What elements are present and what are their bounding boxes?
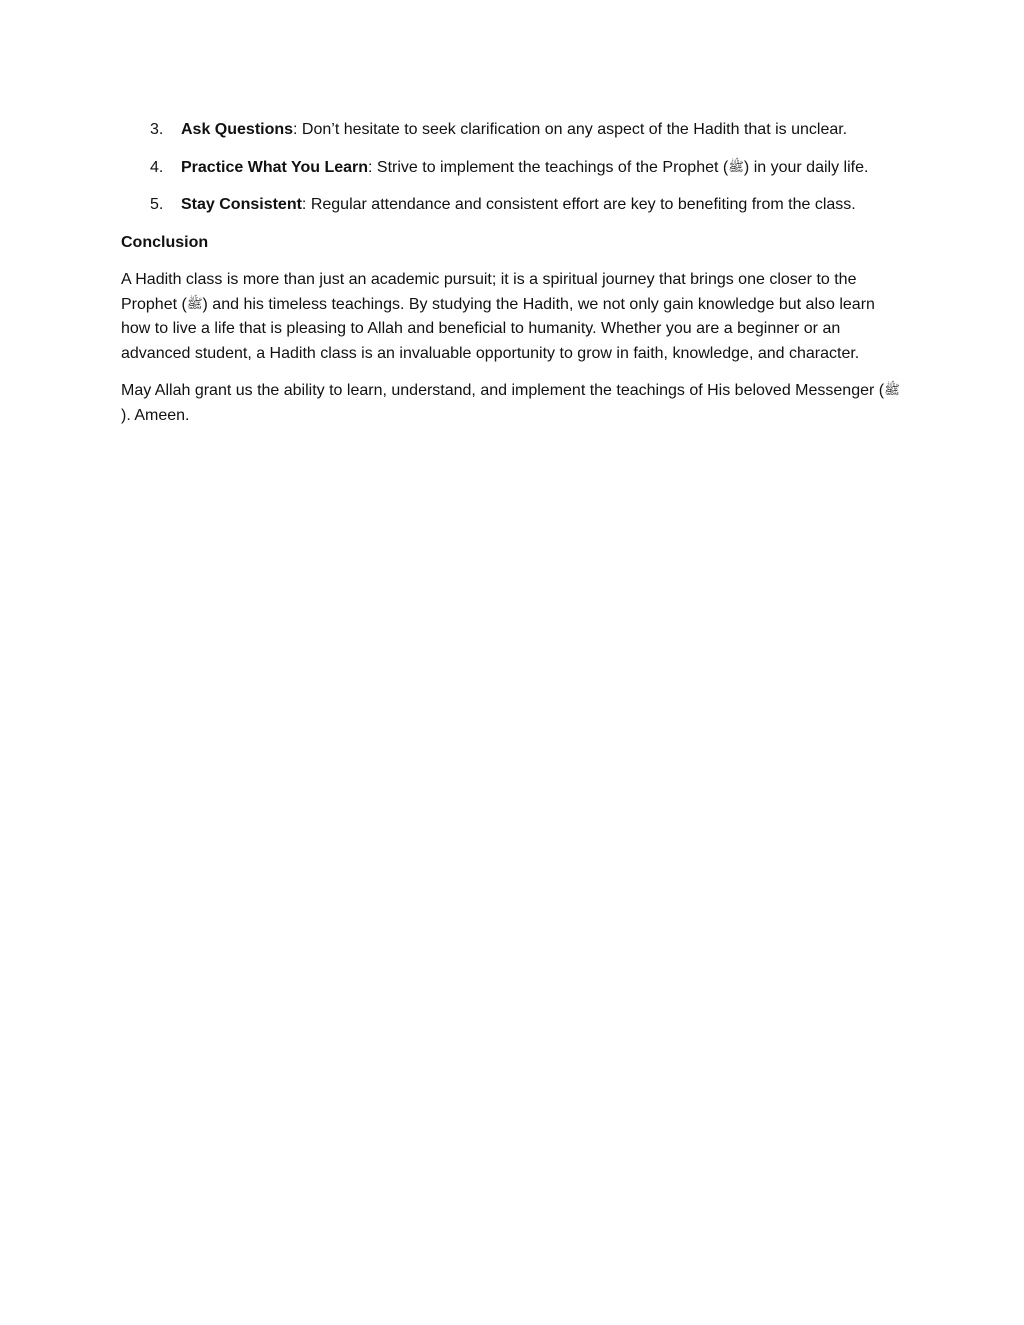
list-item-practice bbox=[121, 156, 906, 181]
paragraph-text: A Hadith class is more than just an academic pursuit; it is a spiritual journey that brings one closer to the Prophet ( bbox=[121, 271, 857, 313]
document-page bbox=[121, 118, 906, 441]
paragraph-text-after: ). Ameen. bbox=[121, 406, 190, 424]
list-text: : Strive to implement the teachings of the Prophet ( bbox=[368, 158, 729, 176]
list-item-stay-consistent bbox=[121, 193, 906, 218]
list-term: Practice What You Learn bbox=[181, 158, 369, 176]
list-text-after: ) in your daily life. bbox=[743, 158, 869, 176]
list-number: 5. bbox=[150, 196, 164, 213]
honorific-glyph: ﷺ bbox=[728, 158, 744, 174]
conclusion-paragraph bbox=[121, 268, 906, 366]
list-number: 3. bbox=[150, 121, 164, 138]
closing-prayer-paragraph bbox=[121, 379, 906, 428]
list-item-body bbox=[181, 156, 906, 181]
honorific-glyph: ﷺ bbox=[884, 382, 900, 397]
numbered-list bbox=[121, 118, 906, 218]
honorific-glyph: ﷺ bbox=[186, 295, 203, 311]
list-item-ask-questions bbox=[121, 118, 906, 143]
list-number: 4. bbox=[150, 158, 164, 176]
list-text: : Don’t hesitate to seek clarification on any aspect of the Hadith that is unclear. bbox=[293, 121, 848, 138]
list-term: Stay Consistent bbox=[181, 196, 302, 213]
list-text: : Regular attendance and consistent effort are key to benefiting from the class. bbox=[301, 196, 856, 213]
list-item-body bbox=[181, 193, 906, 218]
list-term: Ask Questions bbox=[181, 121, 294, 138]
section-heading: Conclusion bbox=[121, 233, 209, 251]
list-item-body bbox=[181, 118, 906, 143]
paragraph-text: May Allah grant us the ability to learn, understand, and implement the teachings of His beloved Messenger ( bbox=[121, 382, 885, 399]
paragraph-text-after: ) and his timeless teachings. By studying the Hadith, we not only gain knowledge but also learn how to live a life that is pleasing to Allah and beneficial to humanity. Whether you are a beginner or an advanced student, a Hadith class is an invaluable opportunity to grow in faith, knowledge, and character. bbox=[121, 295, 875, 362]
